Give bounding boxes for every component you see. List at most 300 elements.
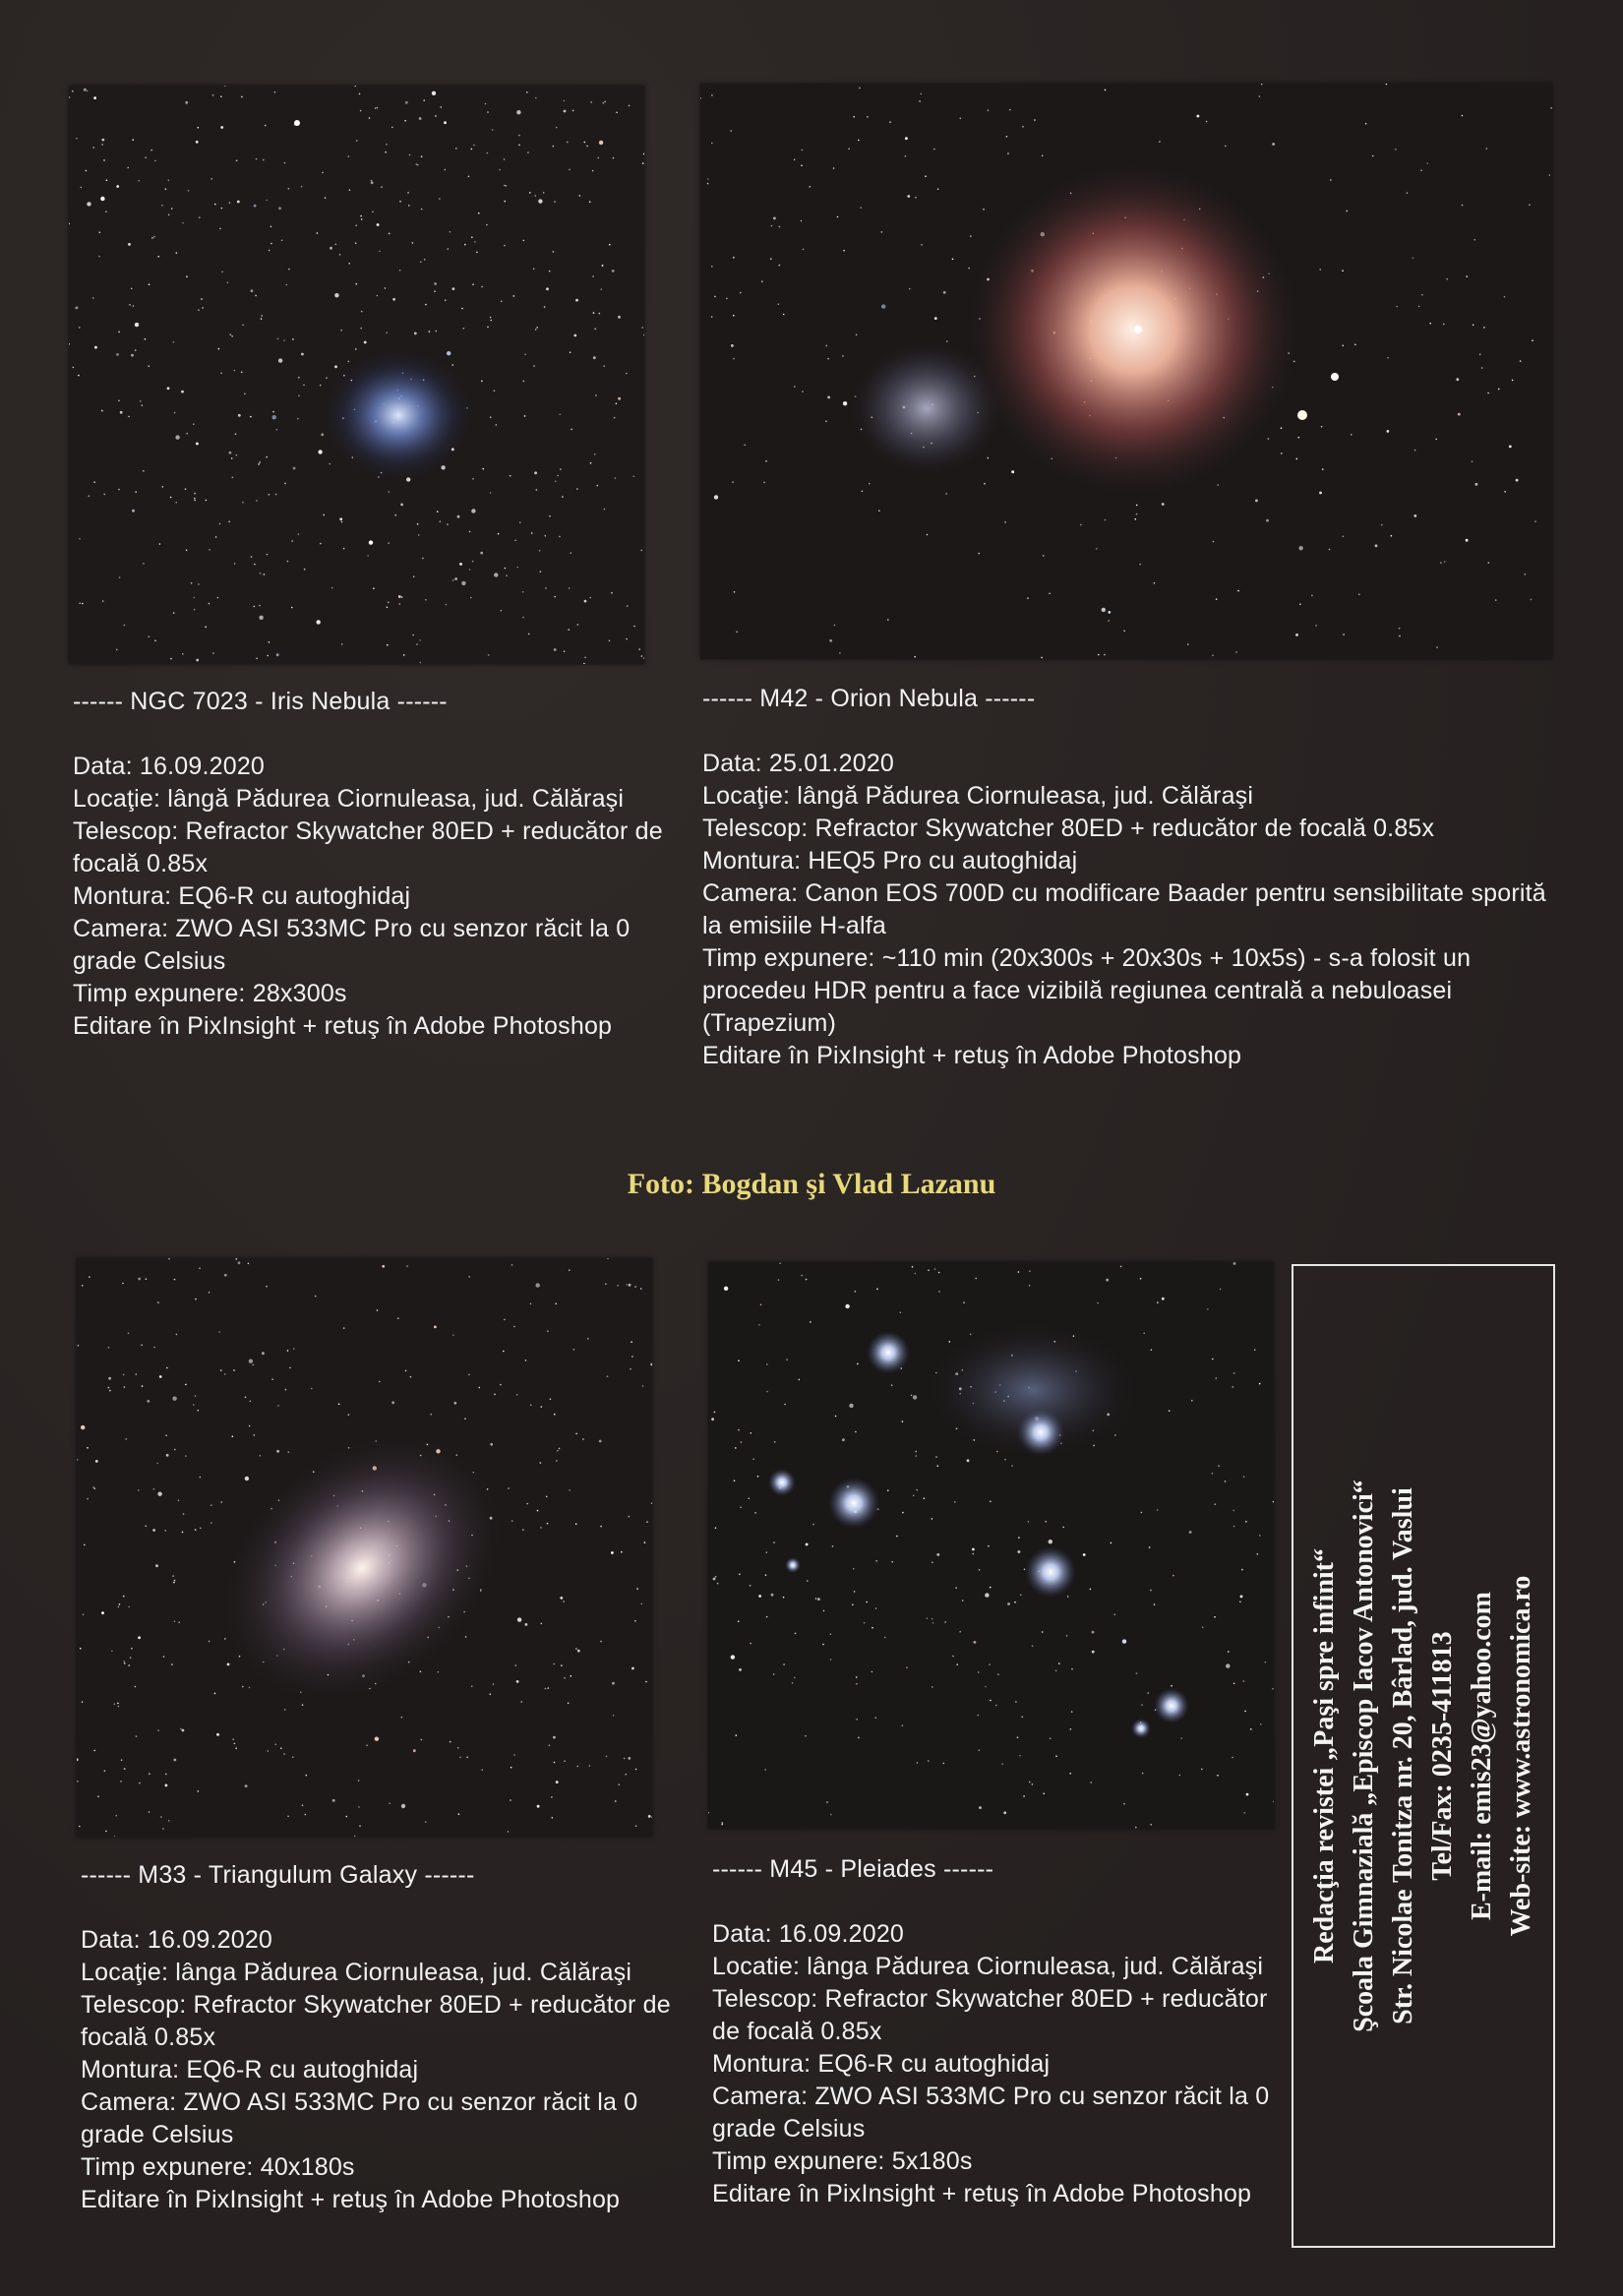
star [238, 1261, 241, 1264]
star [547, 1330, 549, 1332]
caption-telescope: Telescop: Refractor Skywatcher 80ED + reducător de focală 0.85x [712, 1985, 1268, 2045]
star [242, 502, 244, 504]
star [76, 138, 78, 140]
star [100, 197, 104, 201]
star [358, 1806, 360, 1808]
star [553, 1736, 556, 1739]
star [590, 462, 592, 464]
star [855, 1291, 857, 1293]
star [531, 532, 533, 534]
star [468, 1374, 470, 1376]
star [89, 495, 90, 497]
star [168, 179, 170, 181]
star [97, 1795, 99, 1797]
star [124, 625, 126, 627]
star [1027, 597, 1029, 599]
star [172, 1397, 176, 1401]
star [285, 1389, 287, 1391]
star [397, 1317, 399, 1319]
star [254, 606, 256, 608]
star [562, 496, 564, 498]
star [266, 1286, 268, 1288]
star [198, 1790, 200, 1792]
star [115, 1815, 117, 1817]
star [408, 205, 410, 207]
star [452, 579, 454, 581]
caption-mount: Montura: EQ6-R cu autoghidaj [73, 882, 411, 910]
star [170, 658, 172, 660]
star [1446, 278, 1448, 280]
star [974, 1641, 977, 1644]
star [81, 1425, 85, 1429]
pleiades-image [708, 1262, 1274, 1829]
star [1214, 1503, 1216, 1505]
star [399, 270, 401, 272]
star [628, 1757, 631, 1760]
star [1232, 1510, 1234, 1512]
star [476, 252, 478, 254]
star [1154, 1603, 1156, 1605]
star [1181, 1737, 1183, 1739]
star [389, 491, 391, 493]
star [626, 1284, 628, 1286]
star [272, 415, 276, 419]
star [123, 1596, 125, 1598]
star [786, 1359, 788, 1360]
star [118, 489, 120, 491]
star [218, 348, 220, 350]
star [599, 1440, 602, 1443]
star [116, 353, 119, 356]
star [419, 639, 421, 641]
star [913, 1395, 917, 1399]
star [802, 150, 804, 151]
star [92, 1486, 94, 1488]
star [765, 460, 767, 462]
star [557, 1450, 559, 1452]
star [779, 1262, 781, 1264]
star [377, 107, 379, 109]
star [343, 548, 345, 550]
star [338, 1404, 340, 1406]
star [766, 1551, 768, 1553]
star [209, 603, 210, 605]
star [1217, 484, 1219, 486]
pleiades-photo [708, 1262, 1274, 1829]
star [1435, 439, 1437, 441]
star [173, 1759, 176, 1762]
star [414, 332, 417, 335]
star [1069, 1773, 1071, 1775]
star [1020, 1595, 1022, 1597]
star [165, 188, 167, 190]
star [482, 468, 484, 470]
star [1169, 1410, 1171, 1412]
star [1413, 514, 1416, 517]
star [915, 1451, 917, 1453]
star [557, 475, 559, 477]
star [548, 1687, 550, 1689]
star [143, 563, 145, 565]
star [364, 341, 367, 344]
star [138, 1278, 141, 1281]
star [968, 268, 970, 270]
star [1187, 643, 1189, 645]
star [420, 262, 422, 264]
star [616, 403, 618, 405]
star [595, 394, 597, 396]
star [1004, 1459, 1006, 1461]
star [221, 208, 223, 210]
star [540, 1527, 542, 1529]
star [553, 251, 555, 253]
star [792, 1682, 794, 1684]
star [413, 1749, 416, 1752]
star [1399, 635, 1401, 637]
star [291, 540, 293, 542]
star [561, 1664, 563, 1666]
star [572, 110, 574, 112]
star [315, 1296, 317, 1298]
star [1214, 1616, 1216, 1618]
star [129, 304, 131, 306]
star [779, 265, 781, 267]
star [270, 243, 272, 245]
star [146, 1278, 148, 1280]
star [730, 130, 732, 132]
star [249, 1359, 253, 1363]
star [778, 1279, 780, 1281]
caption-editing: Editare în PixInsight + retuş în Adobe Photoshop [702, 1042, 1242, 1069]
star [506, 185, 508, 187]
star [349, 189, 351, 191]
star [438, 1671, 440, 1673]
star [988, 1545, 990, 1547]
star [575, 299, 578, 302]
contact-school: Şcoala Gimnazială „Episcop Iacov Antonovici“ [1349, 1480, 1379, 2032]
star [1018, 1271, 1020, 1273]
star [569, 587, 571, 589]
star [202, 307, 204, 309]
star [424, 259, 426, 261]
star [533, 269, 535, 271]
star [633, 626, 635, 628]
star [439, 198, 441, 200]
star [522, 591, 524, 593]
star [1295, 634, 1298, 636]
star [93, 96, 96, 99]
star [145, 338, 147, 340]
star [1272, 1688, 1274, 1690]
star [1018, 1537, 1020, 1539]
star [387, 607, 389, 609]
star [1226, 1663, 1230, 1667]
star [750, 1643, 751, 1645]
star [1531, 599, 1533, 601]
star [526, 1503, 528, 1505]
star [193, 423, 195, 425]
star [1472, 461, 1473, 463]
star [1232, 1386, 1234, 1388]
star [317, 232, 319, 234]
star [1259, 1383, 1261, 1385]
star [163, 1656, 165, 1658]
star [130, 1657, 132, 1659]
star [387, 644, 389, 646]
star [783, 1597, 785, 1599]
star [135, 323, 139, 327]
star [155, 1564, 158, 1567]
star [361, 311, 363, 313]
star [1427, 162, 1429, 164]
star [229, 202, 231, 204]
star [949, 1341, 951, 1343]
star [1272, 143, 1275, 146]
star [540, 571, 542, 573]
star [1296, 458, 1298, 460]
star [388, 542, 390, 544]
star [985, 1593, 989, 1597]
star [529, 192, 531, 194]
star [464, 244, 466, 246]
star [634, 1620, 636, 1622]
star [149, 1773, 150, 1775]
caption-editing: Editare în PixInsight + retuş în Adobe Photoshop [81, 2186, 621, 2213]
star [1007, 152, 1009, 154]
star [1322, 468, 1324, 470]
star [490, 492, 492, 494]
star [241, 372, 243, 374]
star [143, 470, 145, 472]
star [355, 242, 357, 244]
star [446, 604, 448, 606]
star [862, 491, 864, 493]
star [915, 197, 917, 199]
star [795, 1633, 797, 1635]
star [413, 575, 415, 577]
star [843, 250, 845, 252]
star [1122, 1639, 1126, 1643]
star [154, 640, 156, 642]
caption-title: ------ M45 - Pleiades ------ [712, 1855, 994, 1883]
star [369, 540, 373, 544]
star [1444, 561, 1446, 563]
star [323, 514, 325, 516]
star [505, 568, 507, 570]
star [320, 385, 322, 387]
star [906, 1667, 908, 1669]
star [573, 334, 576, 337]
star [182, 1532, 184, 1534]
star [141, 1345, 143, 1347]
star [1105, 519, 1107, 521]
star [825, 420, 827, 422]
star [1266, 519, 1269, 522]
star [486, 224, 488, 226]
star [511, 1264, 513, 1266]
star [230, 333, 232, 335]
star [410, 1376, 412, 1378]
star [563, 1601, 565, 1602]
star [210, 1504, 212, 1506]
star [1105, 90, 1107, 91]
star [106, 179, 108, 181]
star [545, 535, 547, 537]
star [450, 1741, 451, 1743]
star [1171, 1685, 1172, 1687]
star [1162, 503, 1165, 506]
star [984, 483, 986, 485]
star [1532, 339, 1533, 341]
star [543, 192, 545, 194]
star [1387, 357, 1389, 359]
star [499, 169, 501, 171]
star [943, 1763, 945, 1765]
star [287, 1816, 289, 1818]
star [537, 1510, 539, 1512]
star [1509, 446, 1512, 449]
star [533, 365, 535, 367]
star [936, 1553, 939, 1556]
star [276, 429, 278, 431]
star [1467, 275, 1469, 277]
star [631, 1667, 634, 1670]
star [738, 1621, 740, 1623]
star [140, 400, 142, 402]
star [149, 283, 150, 285]
star [554, 596, 556, 598]
star [487, 152, 489, 154]
star [783, 314, 785, 316]
star [164, 1530, 166, 1532]
star [905, 137, 908, 140]
star [933, 149, 935, 151]
star [132, 510, 135, 513]
star [523, 240, 525, 242]
star [420, 662, 422, 664]
star [301, 353, 304, 356]
star [99, 231, 101, 233]
star [630, 1368, 631, 1370]
star [570, 351, 571, 353]
star [152, 1529, 155, 1532]
star [118, 332, 120, 333]
star [872, 1671, 873, 1673]
star [555, 481, 557, 483]
star [626, 638, 628, 640]
star [292, 1756, 294, 1758]
star [491, 320, 493, 322]
star [123, 1374, 125, 1376]
star [369, 117, 371, 119]
star [423, 99, 425, 101]
star [975, 1278, 977, 1280]
star [1034, 119, 1036, 121]
star [487, 327, 489, 329]
star [139, 1782, 141, 1784]
star [629, 1516, 631, 1518]
star [634, 1286, 636, 1288]
star [291, 607, 293, 609]
star [576, 488, 578, 490]
star [461, 581, 465, 585]
star [952, 1656, 954, 1658]
star [214, 204, 216, 206]
star [1421, 294, 1423, 296]
star [98, 256, 100, 258]
star [1042, 1631, 1044, 1633]
star [317, 620, 321, 624]
star [286, 284, 288, 286]
star [599, 141, 603, 145]
star [546, 1496, 548, 1498]
star [1456, 378, 1459, 381]
star [1250, 1728, 1252, 1730]
star [907, 195, 910, 198]
star [200, 1477, 202, 1479]
star [589, 597, 591, 599]
star [175, 435, 179, 439]
star [525, 1359, 527, 1361]
star [1032, 1783, 1034, 1785]
star [454, 577, 457, 580]
star [274, 91, 276, 93]
star [118, 1706, 120, 1708]
star [1147, 1692, 1149, 1694]
star [606, 1756, 608, 1758]
star [518, 145, 520, 147]
star [270, 226, 272, 228]
star [518, 135, 520, 137]
star [916, 1455, 918, 1457]
star [118, 400, 120, 402]
star [116, 649, 118, 651]
star [466, 1757, 468, 1759]
star [510, 475, 511, 477]
star [592, 275, 594, 277]
star [263, 159, 265, 161]
star [511, 1767, 512, 1769]
star [326, 377, 328, 379]
star [801, 1275, 803, 1277]
star [470, 597, 472, 599]
star [135, 349, 137, 351]
star [1407, 192, 1409, 194]
star [1179, 1775, 1181, 1777]
caption-exposure: Timp expunere: 28x300s [73, 980, 347, 1007]
star [911, 1395, 913, 1397]
star [101, 1611, 104, 1614]
star [468, 176, 470, 178]
star [1106, 1279, 1109, 1282]
star [450, 231, 451, 233]
star [912, 1266, 914, 1268]
star [304, 569, 306, 571]
star [377, 223, 380, 226]
star [488, 654, 490, 656]
caption-mount: Montura: EQ6-R cu autoghidaj [81, 2056, 419, 2084]
caption-location: Locaţie: lângă Pădurea Ciornuleasa, jud. Călăraşi [73, 785, 625, 813]
star [194, 597, 196, 599]
star [154, 160, 156, 162]
star [452, 1335, 454, 1337]
star [617, 1285, 619, 1287]
star [173, 341, 175, 343]
star [1139, 564, 1141, 566]
star [641, 655, 643, 657]
star [253, 1364, 255, 1366]
star [269, 250, 270, 252]
